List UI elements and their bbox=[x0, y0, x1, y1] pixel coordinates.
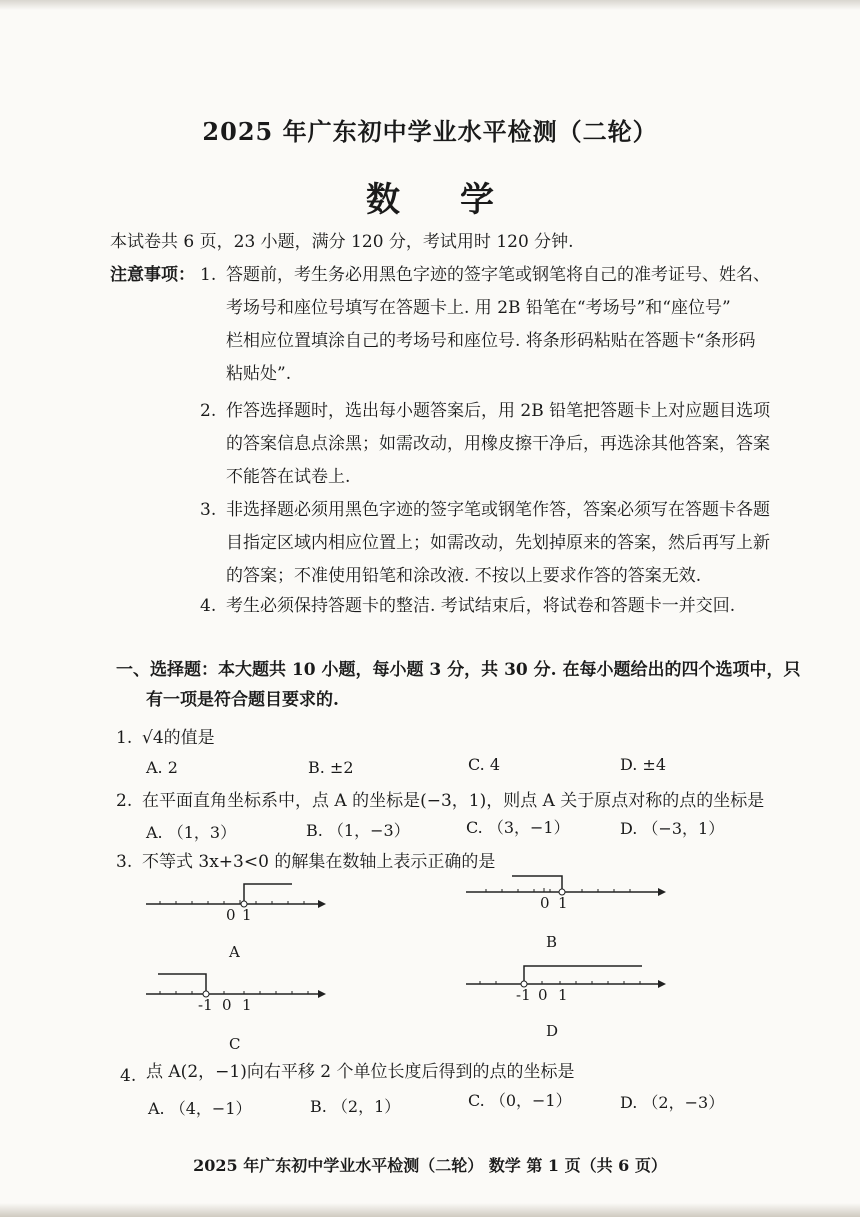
tick-label-neg1: -1 bbox=[198, 996, 213, 1014]
question-number: 3. bbox=[116, 852, 133, 872]
note-number: 4. bbox=[200, 596, 217, 616]
tick-label-0: 0 bbox=[540, 894, 550, 912]
question-text: 不等式 3x+3<0 的解集在数轴上表示正确的是 bbox=[142, 852, 496, 872]
question-text: √4的值是 bbox=[142, 728, 215, 748]
intro-text: 本试卷共 6 页，23 小题，满分 120 分，考试用时 120 分钟. bbox=[110, 232, 574, 252]
tick-label-neg1: -1 bbox=[516, 986, 531, 1004]
number-line-c[interactable] bbox=[146, 968, 326, 1016]
number-line-a[interactable] bbox=[146, 876, 326, 924]
note-number: 3. bbox=[200, 500, 217, 520]
option-d[interactable]: D. ±4 bbox=[620, 755, 667, 774]
tick-label-1: 1 bbox=[242, 996, 252, 1014]
note-line: 的答案信息点涂黑；如需改动，用橡皮擦干净后，再选涂其他答案，答案 bbox=[226, 434, 770, 454]
option-c[interactable]: C. 4 bbox=[468, 755, 501, 774]
option-d[interactable]: D. （2，−3） bbox=[620, 1093, 725, 1112]
note-line: 目指定区域内相应位置上；如需改动，先划掉原来的答案，然后再写上新 bbox=[226, 533, 770, 553]
section-heading-cont: 有一项是符合题目要求的. bbox=[146, 690, 339, 710]
exam-title: 2025 年广东初中学业水平检测（二轮） bbox=[202, 117, 658, 146]
option-b[interactable]: B. （2，1） bbox=[310, 1097, 401, 1116]
tick-label-0: 0 bbox=[222, 996, 232, 1014]
subject-title: 数学 bbox=[366, 180, 554, 220]
option-d[interactable]: D. （−3，1） bbox=[620, 819, 725, 838]
section-heading: 一、选择题：本大题共 10 小题，每小题 3 分，共 30 分. 在每小题给出的四个选项中，只 bbox=[116, 660, 801, 680]
question-number: 1. bbox=[116, 728, 133, 748]
option-a[interactable]: A. （4，−1） bbox=[148, 1099, 252, 1118]
graph-label-c: C bbox=[229, 1035, 241, 1053]
note-line: 作答选择题时，选出每小题答案后，用 2B 铅笔把答题卡上对应题目选项 bbox=[226, 401, 771, 421]
number-line-c-svg bbox=[146, 968, 326, 1012]
option-b[interactable]: B. ±2 bbox=[308, 758, 354, 777]
note-line: 的答案；不准使用铅笔和涂改液. 不按以上要求作答的答案无效. bbox=[226, 566, 702, 586]
note-line: 考生必须保持答题卡的整洁. 考试结束后，将试卷和答题卡一并交回. bbox=[226, 596, 736, 616]
tick-label-1: 1 bbox=[558, 986, 568, 1004]
question-number: 4. bbox=[120, 1066, 137, 1086]
notes-label: 注意事项： bbox=[110, 265, 195, 285]
graph-label-d: D bbox=[546, 1022, 559, 1040]
note-number: 2. bbox=[200, 401, 217, 421]
tick-label-1: 1 bbox=[558, 894, 568, 912]
option-c[interactable]: C. （3，−1） bbox=[466, 818, 570, 837]
note-number: 1. bbox=[200, 265, 217, 285]
option-c[interactable]: C. （0，−1） bbox=[468, 1091, 572, 1110]
tick-label-0: 0 bbox=[538, 986, 548, 1004]
note-line: 不能答在试卷上. bbox=[226, 467, 351, 487]
tick-label-0: 0 bbox=[226, 906, 236, 924]
note-line: 栏相应位置填涂自己的考场号和座位号. 将条形码粘贴在答题卡“条形码 bbox=[226, 331, 756, 351]
note-line: 答题前，考生务必用黑色字迹的签字笔或钢笔将自己的准考证号、姓名、 bbox=[226, 265, 770, 285]
page-bottom-edge bbox=[0, 1203, 860, 1217]
page-top-edge bbox=[0, 0, 860, 10]
graph-label-b: B bbox=[546, 933, 558, 951]
option-a[interactable]: A. 2 bbox=[146, 758, 178, 777]
number-line-a-svg bbox=[146, 876, 326, 920]
number-line-d[interactable] bbox=[466, 960, 666, 1008]
number-line-b[interactable] bbox=[466, 872, 666, 920]
option-a[interactable]: A. （1，3） bbox=[146, 823, 237, 842]
question-text: 在平面直角坐标系中，点 A 的坐标是(−3，1)，则点 A 关于原点对称的点的坐标是 bbox=[142, 791, 765, 811]
note-line: 粘贴处”. bbox=[226, 364, 292, 384]
question-number: 2. bbox=[116, 791, 133, 811]
graph-label-a: A bbox=[229, 943, 240, 961]
note-line: 非选择题必须用黑色字迹的签字笔或钢笔作答，答案必须写在答题卡各题 bbox=[226, 500, 770, 520]
note-line: 考场号和座位号填写在答题卡上. 用 2B 铅笔在“考场号”和“座位号” bbox=[226, 298, 731, 318]
tick-label-1: 1 bbox=[242, 906, 252, 924]
option-b[interactable]: B. （1，−3） bbox=[306, 821, 410, 840]
page-footer: 2025 年广东初中学业水平检测（二轮） 数学 第 1 页（共 6 页） bbox=[193, 1156, 667, 1175]
question-text: 点 A(2，−1)向右平移 2 个单位长度后得到的点的坐标是 bbox=[146, 1062, 575, 1082]
